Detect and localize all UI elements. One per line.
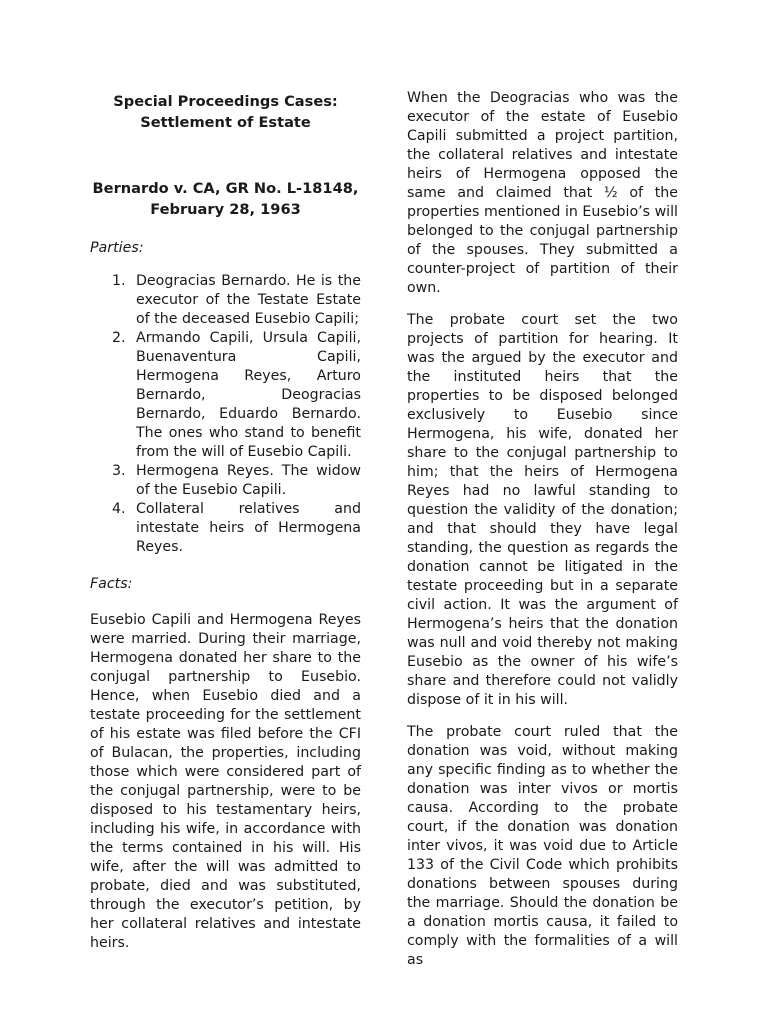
party-item xyxy=(90,500,361,557)
case-title xyxy=(90,178,361,220)
parties-list xyxy=(90,272,361,557)
party-text: Collateral relatives and intestate heirs of Hermogena Reyes. xyxy=(136,501,361,555)
party-number: 2. xyxy=(112,330,126,346)
parties-label: Parties: xyxy=(90,240,144,256)
facts-paragraph: Eusebio Capili and Hermogena Reyes were married. During their marriage, Hermogena donated her share to the conjugal partnership to Eusebio. Hence, when Eusebio died and a testate proceeding for the settlement of his estate was filed before the CFI of Bulacan, the properties, including those which were considered part of the conjugal partnership, were to be disposed to his testamentary heirs, including his wife, in accordance with the terms contained in his will. His wife, after the will was admitted to probate, died and was substituted, through the executor’s petition, by her collateral relatives and intestate heirs. xyxy=(90,612,361,951)
body-paragraph-2: The probate court set the two projects of partition for hearing. It was the argued by the executor and the instituted heirs that the properties to be disposed belonged exclusively to Eusebio since Hermogena, his wife, donated her share to the conjugal partnership to him; that the heirs of Hermogena Reyes had no lawful standing to question the validity of the donation; and that should they have legal standing, the question as regards the donation cannot be litigated in the testate proceeding but in a separate civil action. It was the argument of Hermogena’s heirs that the donation was null and void thereby not making Eusebio as the owner of his wife’s share and therefore could not validly dispose of it in his will. xyxy=(407,312,678,708)
document-title xyxy=(90,91,361,133)
party-item xyxy=(90,272,361,329)
party-item xyxy=(90,329,361,462)
right-column xyxy=(407,89,678,970)
case-title-line-1: Bernardo v. CA, GR No. L-18148, xyxy=(92,180,359,197)
party-number: 1. xyxy=(112,273,126,289)
left-column xyxy=(90,89,361,953)
party-text: Hermogena Reyes. The widow of the Eusebio Capili. xyxy=(136,463,361,498)
body-paragraph-1: When the Deogracias who was the executor of the estate of Eusebio Capili submitted a project partition, the collateral relatives and intestate heirs of Hermogena opposed the same and claimed that ½ of the properties mentioned in Eusebio’s will belonged to the conjugal partnership of the spouses. They submitted a counter-project of partition of their own. xyxy=(407,90,678,296)
document-title-line-1: Special Proceedings Cases: xyxy=(113,93,338,110)
party-number: 4. xyxy=(112,501,126,517)
case-title-line-2: February 28, 1963 xyxy=(150,201,301,218)
body-paragraph-3: The probate court ruled that the donation was void, without making any specific finding as to whether the donation was inter vivos or mortis causa. According to the probate court, if the donation was donation inter vivos, it was void due to Article 133 of the Civil Code which prohibits donations between spouses during the marriage. Should the donation be a donation mortis causa, it failed to comply with the formalities of a will as xyxy=(407,724,678,968)
party-text: Deogracias Bernardo. He is the executor of the Testate Estate of the deceased Eusebio Capili; xyxy=(136,273,361,327)
party-number: 3. xyxy=(112,463,126,479)
facts-label: Facts: xyxy=(90,576,133,592)
party-item xyxy=(90,462,361,500)
party-text: Armando Capili, Ursula Capili, Buenaventura Capili, Hermogena Reyes, Arturo Bernardo, Deogracias Bernardo, Eduardo Bernardo. The ones who stand to benefit from the will of Eusebio Capili. xyxy=(136,330,361,460)
document-title-line-2: Settlement of Estate xyxy=(140,114,311,131)
